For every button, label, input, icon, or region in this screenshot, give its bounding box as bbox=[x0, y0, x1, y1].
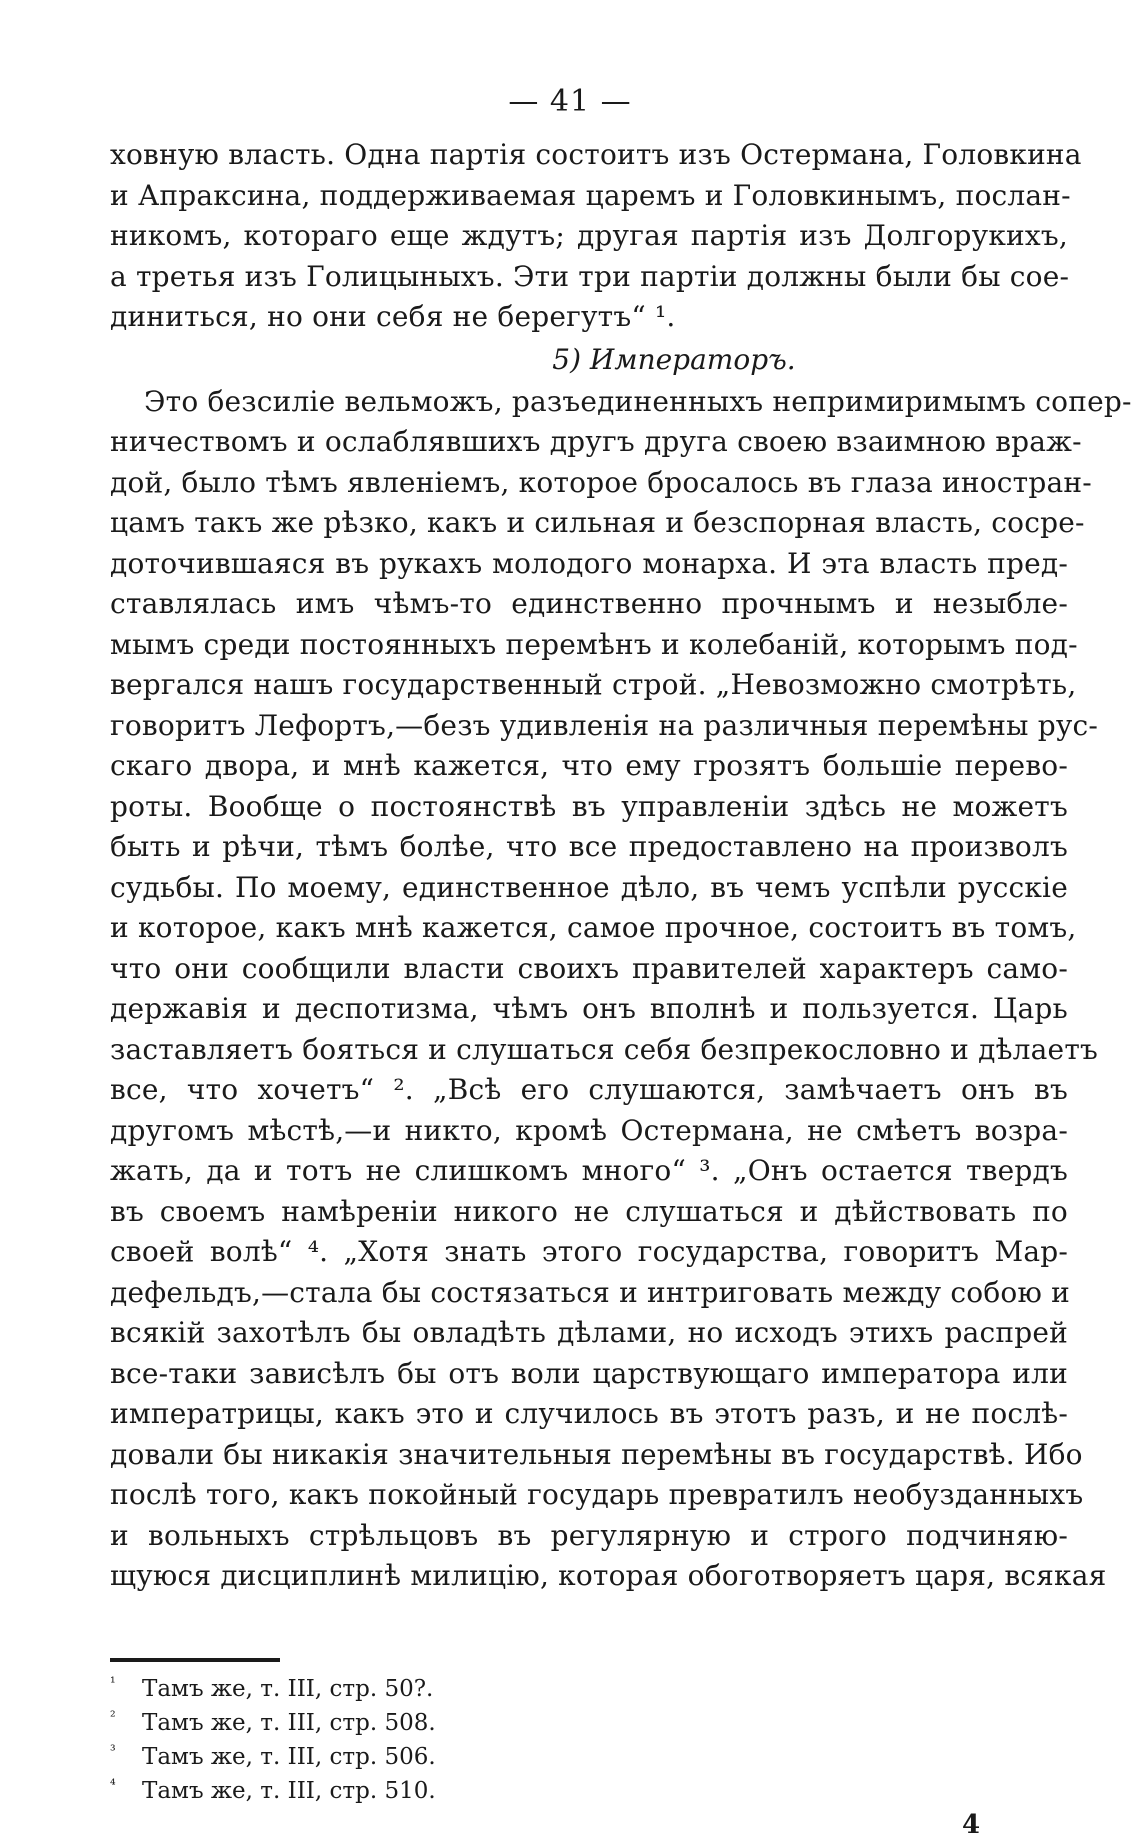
text-line: мымъ среди постоянныхъ перемѣнъ и колебаній, которымъ под- bbox=[110, 627, 1078, 661]
text-line: вергался нашъ государственный строй. „Невозможно смотрѣть, bbox=[110, 668, 1077, 701]
text-line: всякій захотѣлъ бы овладѣть дѣлами, но исходъ этихъ распрей bbox=[110, 1316, 1068, 1349]
text-line: ничествомъ и ослаблявшихъ другъ друга своею взаимною враж- bbox=[110, 425, 1082, 458]
text-line: роты. Вообще о постоянствѣ въ управленіи здѣсь не можетъ bbox=[110, 789, 1068, 823]
footnote-mark: ⁴ bbox=[110, 1777, 116, 1793]
text-line: цамъ такъ же рѣзко, какъ и сильная и безспорная власть, сосре- bbox=[110, 506, 1085, 539]
text-line: своей волѣ“ ⁴. „Хотя знать этого государства, говоритъ Мар- bbox=[110, 1235, 1068, 1268]
footnote-text: Тамъ же, т. III, стр. 510. bbox=[142, 1778, 436, 1804]
text-line: жать, да и тотъ не слишкомъ много“ ³. „Онъ остается твердъ bbox=[110, 1154, 1068, 1187]
text-line: довали бы никакія значительныя перемѣны въ государствѣ. Ибо bbox=[110, 1437, 1083, 1471]
text-line: быть и рѣчи, тѣмъ болѣе, что все предоставлено на произволъ bbox=[110, 830, 1068, 863]
footnote-divider bbox=[110, 1658, 280, 1662]
text-line: императрицы, какъ это и случилось въ этотъ разъ, и не послѣ- bbox=[110, 1397, 1068, 1430]
footnotes bbox=[110, 1672, 610, 1808]
footnote bbox=[110, 1774, 610, 1808]
text-line: послѣ того, какъ покойный государь превратилъ необузданныхъ bbox=[110, 1478, 1084, 1511]
text-line: дой, было тѣмъ явленіемъ, которое бросалось въ глаза иностран- bbox=[110, 465, 1092, 499]
footnote-mark: ¹ bbox=[110, 1675, 116, 1691]
text-line: доточившаяся въ рукахъ молодого монарха. И эта власть пред- bbox=[110, 546, 1068, 580]
text-line: и Апраксина, поддерживаемая царемъ и Головкинымъ, послан- bbox=[110, 178, 1071, 212]
footnote bbox=[110, 1740, 610, 1774]
footnote-mark: ³ bbox=[110, 1743, 116, 1759]
text-line: диниться, но они себя не берегутъ“ ¹. bbox=[110, 300, 676, 333]
footnote bbox=[110, 1706, 610, 1740]
text-line: дефельдъ,—стала бы состязаться и интриговать между собою и bbox=[110, 1275, 1070, 1309]
text-line: щуюся дисциплинѣ милицію, которая обоготворяетъ царя, всякая bbox=[110, 1559, 1107, 1592]
text-line: что они сообщили власти своихъ правителей характеръ само- bbox=[110, 951, 1068, 985]
text-line: въ своемъ намѣреніи никого не слушаться и дѣйствовать по bbox=[110, 1194, 1068, 1228]
text-line: заставляетъ бояться и слушаться себя безпрекословно и дѣлаетъ bbox=[110, 1032, 1099, 1066]
footnote bbox=[110, 1672, 610, 1706]
text-line: державія и деспотизма, чѣмъ онъ вполнѣ и пользуется. Царь bbox=[110, 992, 1068, 1025]
text-line: ховную власть. Одна партія состоитъ изъ Остермана, Головкина bbox=[110, 138, 1082, 171]
text-line: и которое, какъ мнѣ кажется, самое прочное, состоитъ въ томъ, bbox=[110, 911, 1077, 944]
page-number: — 41 — bbox=[508, 84, 632, 119]
text-line: все, что хочетъ“ ². „Всѣ его слушаются, замѣчаетъ онъ въ bbox=[110, 1073, 1068, 1106]
text-line: другомъ мѣстѣ,—и никто, кромѣ Остермана, не смѣетъ возра- bbox=[110, 1113, 1068, 1147]
signature-mark: 4 bbox=[962, 1810, 981, 1840]
footnote-text: Тамъ же, т. III, стр. 506. bbox=[142, 1744, 436, 1770]
text-line: скаго двора, и мнѣ кажется, что ему грозятъ большіе перево- bbox=[110, 749, 1068, 782]
section-heading: 5) Императоръ. bbox=[552, 342, 796, 376]
body-text bbox=[110, 135, 1132, 1597]
text-line: а третья изъ Голицыныхъ. Эти три партіи должны были бы сое- bbox=[110, 259, 1070, 293]
text-line: все-таки зависѣлъ бы отъ воли царствующаго императора или bbox=[110, 1356, 1068, 1390]
footnote-text: Тамъ же, т. III, стр. 50?. bbox=[142, 1676, 434, 1702]
footnote-mark: ² bbox=[110, 1709, 116, 1725]
text-line: говоритъ Лефортъ,—безъ удивленія на различныя перемѣны рус- bbox=[110, 708, 1099, 742]
text-line: судьбы. По моему, единственное дѣло, въ чемъ успѣли русскіе bbox=[110, 870, 1068, 904]
text-line: и вольныхъ стрѣльцовъ въ регулярную и строго подчиняю- bbox=[110, 1518, 1068, 1552]
footnote-text: Тамъ же, т. III, стр. 508. bbox=[142, 1710, 436, 1736]
text-line: ставлялась имъ чѣмъ-то единственно прочнымъ и незыбле- bbox=[110, 587, 1068, 620]
text-line: никомъ, котораго еще ждутъ; другая партія изъ Долгорукихъ, bbox=[110, 219, 1068, 252]
text-line: Это безсиліе вельможъ, разъединенныхъ непримиримымъ сопер- bbox=[144, 384, 1132, 418]
